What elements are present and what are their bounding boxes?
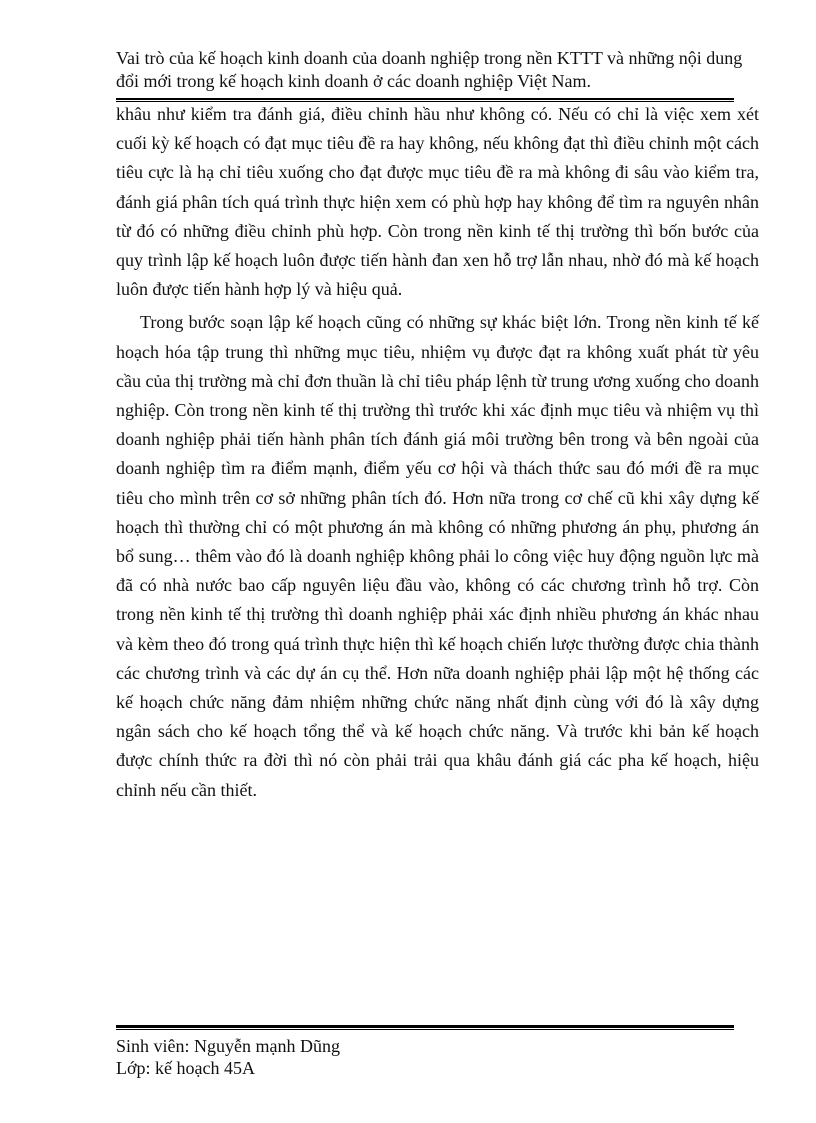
footer-student-name: Sinh viên: Nguyễn mạnh Dũng [116, 1036, 340, 1056]
footer-class: Lớp: kế hoạch 45A [116, 1058, 255, 1078]
paragraph-2: Trong bước soạn lập kế hoạch cũng có những sự khác biệt lớn. Trong nền kinh tế kế hoạch hóa tập trung thì những mục tiêu, nhiệm vụ được đạt ra không xuất phát từ yêu cầu của thị trường mà chỉ đơn thuần là chỉ tiêu pháp lệnh từ trung ương xuống cho doanh nghiệp. Còn trong nền kinh tế thị trường thì trước khi xác định mục tiêu và nhiệm vụ thì doanh nghiệp phải tiến hành phân tích đánh giá môi trường bên trong và bên ngoài của doanh nghiệp tìm ra điểm mạnh, điểm yếu cơ hội và thách thức sau đó mới đề ra mục tiêu cho mình trên cơ sở những phân tích đó. Hơn nữa trong cơ chế cũ khi xây dựng kế hoạch thì thường chỉ có một phương án mà không có những phương án phụ, phương án bổ sung… thêm vào đó là doanh nghiệp không phải lo công việc huy động nguồn lực mà đã có nhà nước bao cấp nguyên liệu đầu vào, không có các chương trình hỗ trợ. Còn trong nền kinh tế thị trường thì doanh nghiệp phải xác định nhiều phương án khác nhau và kèm theo đó trong quá trình thực hiện thì kế hoạch chiến lược thường được chia thành các chương trình và các dự án cụ thể. Hơn nữa doanh nghiệp phải lập một hệ thống các kế hoạch chức năng đảm nhiệm những chức năng nhất định cùng với đó là xây dựng ngân sách cho kế hoạch tổng thể và kế hoạch chức năng. Và trước khi bản kế hoạch được chính thức ra đời thì nó còn phải trải qua khâu đánh giá các pha kế hoạch, hiệu chỉnh nếu cần thiết. [116, 312, 759, 800]
page-footer [116, 1035, 340, 1079]
header-title: Vai trò của kế hoạch kinh doanh của doanh nghiệp trong nền KTTT và những nội dung đổi mới trong kế hoạch kinh doanh ở các doanh nghiệp Việt Nam. [116, 48, 743, 91]
paragraph-1: khâu như kiểm tra đánh giá, điều chỉnh hầu như không có. Nếu có chỉ là việc xem xét cuối kỳ kế hoạch có đạt mục tiêu đề ra hay không, nếu không đạt thì điều chỉnh một cách tiêu cực là hạ chỉ tiêu xuống cho đạt được mục tiêu đề ra mà không đi sâu vào kiểm tra, đánh giá phân tích quá trình thực hiện xem có phù hợp hay không để tìm ra nguyên nhân từ đó có những điều chỉnh phù hợp. Còn trong nền kinh tế thị trường thì bốn bước của quy trình lập kế hoạch luôn được tiến hành đan xen hỗ trợ lẫn nhau, nhờ đó mà kế hoạch luôn được tiến hành hợp lý và hiệu quả. [116, 104, 759, 300]
body-text [116, 100, 759, 805]
page-header [116, 47, 766, 93]
footer-divider [116, 1025, 734, 1030]
